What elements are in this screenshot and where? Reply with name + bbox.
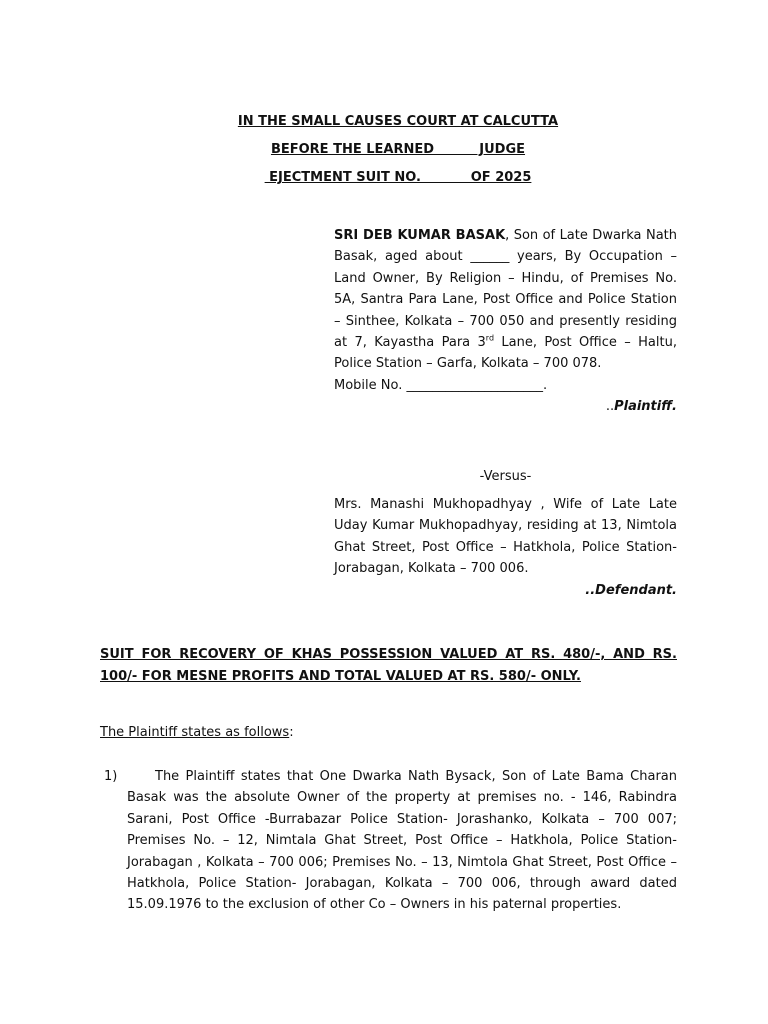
plaintiff-mobile: Mobile No. _____________________. <box>334 377 548 393</box>
versus-label: -Versus- <box>479 469 532 484</box>
plaintiff-details-cont: Lane, Post Office – Haltu, Police Station – Garfa, Kolkata – 700 078. <box>334 335 677 372</box>
plaintiff-states-intro: The Plaintiff states as follows: <box>100 725 294 740</box>
before-judge-heading: BEFORE THE LEARNED JUDGE <box>270 142 526 157</box>
paragraph-number: 1) <box>104 769 118 784</box>
ordinal-suffix: rd <box>485 333 495 343</box>
defendant-role: ..Defendant. <box>585 582 677 598</box>
plaintiff-name: SRI DEB KUMAR BASAK <box>334 228 506 243</box>
plaintiff-role: ..Plaintiff. <box>605 399 677 415</box>
plaintiff-block <box>334 225 677 418</box>
suit-title: SUIT FOR RECOVERY OF KHAS POSSESSION VALUED AT RS. 480/-, AND RS. 100/- FOR MESNE PROFITS AND TOTAL VALUED AT RS. 580/- ONLY. <box>100 647 677 684</box>
court-heading: IN THE SMALL CAUSES COURT AT CALCUTTA <box>237 114 559 129</box>
suit-number-heading: EJECTMENT SUIT NO. OF 2025 <box>264 170 532 185</box>
defendant-description: Mrs. Manashi Mukhopadhyay , Wife of Late Late Uday Kumar Mukhopadhyay, residing at 13, Nimtola Ghat Street, Post Office – Hatkhola, Police Station- Jorabagan, Kolkata – 700 006. <box>334 497 677 577</box>
plaintiff-details: , Son of Late Dwarka Nath Basak, aged about ______ years, By Occupation – Land Owner, By Religion – Hindu, of Premises No. 5A, Santra Para Lane, Post Office and Police Station – Sinthee, Kolkata – 700 050 and presently residing at 7, Kayastha Para 3 <box>334 228 677 351</box>
plaintiff-description <box>334 225 677 375</box>
paragraph-text: The Plaintiff states that One Dwarka Nath Bysack, Son of Late Bama Charan Basak was the absolute Owner of the property at premises no. - 146, Rabindra Sarani, Post Office -Burrabazar Police Station- Jorashanko, Kolkata – 700 007; Premises No. – 12, Nimtala Ghat Street, Post Office – Hatkhola, Police Station- Jorabagan , Kolkata – 700 006; Premises No. – 13, Nimtola Ghat Street, Post Office –Hatkhola, Police Station- Jorabagan, Kolkata – 700 006, through award dated 15.09.1976 to the exclusion of other Co – Owners in his paternal properties. <box>127 769 677 913</box>
defendant-block <box>334 494 677 601</box>
